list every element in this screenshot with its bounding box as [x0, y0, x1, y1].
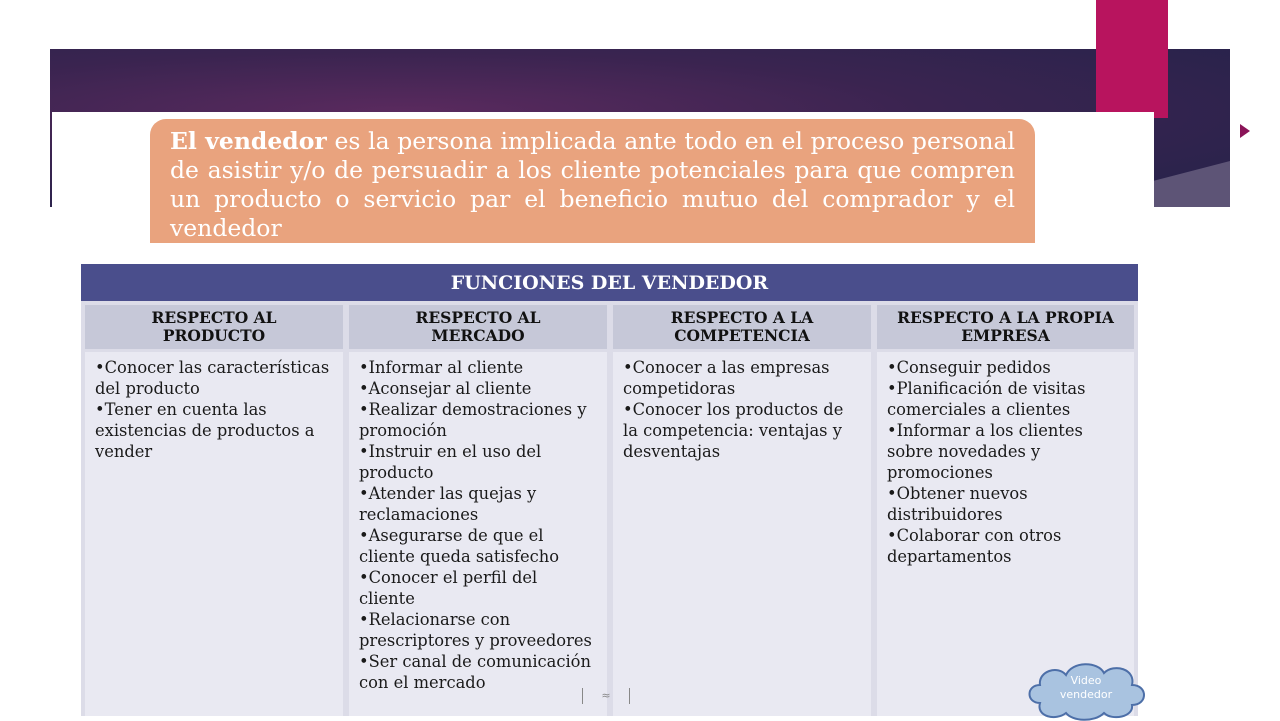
- column-body-competencia: [613, 352, 871, 716]
- list-item: •Informar al cliente: [359, 358, 524, 377]
- list-item: •Aconsejar al cliente: [359, 379, 532, 398]
- definition-text: es la persona implicada ante todo en el proceso personal de asistir y/o de persuadir a los cliente potenciales para que compren un producto o servicio par el beneficio mutuo del comprador y el vendedor: [170, 127, 1015, 242]
- list-item: •Conseguir pedidos: [887, 358, 1051, 377]
- column-header-line: PRODUCTO: [162, 326, 266, 345]
- list-item: •Obtener nuevos distribuidores: [887, 484, 1028, 524]
- column-header-line: MERCADO: [431, 326, 525, 345]
- list-item: •Conocer a las empresas competidoras: [623, 358, 830, 398]
- accent-bar: [1096, 0, 1168, 118]
- list-item: •Realizar demostraciones y promoción: [359, 400, 587, 440]
- column-header-mercado: [349, 305, 607, 349]
- list-item: •Conocer los productos de la competencia: ventajas y desventajas: [623, 400, 844, 461]
- video-link-line: Video: [1070, 674, 1102, 687]
- list-item: •Instruir en el uso del producto: [359, 442, 542, 482]
- functions-table: [81, 264, 1138, 716]
- list-item: •Relacionarse con prescriptores y proveedores: [359, 610, 592, 650]
- scroll-handle[interactable]: ≈: [582, 688, 630, 704]
- definition-box: [150, 119, 1035, 243]
- list-item: •Informar a los clientes sobre novedades y promociones: [887, 421, 1083, 482]
- list-item: •Colaborar con otros departamentos: [887, 526, 1062, 566]
- list-item: •Ser canal de comunicación con el mercado: [359, 652, 591, 692]
- list-item: •Conocer las características del producto: [95, 358, 330, 398]
- column-header-line: COMPETENCIA: [674, 326, 810, 345]
- column-header-empresa: [877, 305, 1134, 349]
- definition-term: El vendedor: [170, 127, 327, 155]
- column-header-line: RESPECTO AL: [151, 308, 277, 327]
- list-item: •Asegurarse de que el cliente queda satisfecho: [359, 526, 560, 566]
- column-header-line: RESPECTO AL: [415, 308, 541, 327]
- video-link-line: vendedor: [1059, 688, 1113, 701]
- video-link-label[interactable]: [1030, 674, 1142, 702]
- table-title: FUNCIONES DEL VENDEDOR: [81, 264, 1138, 301]
- list-item: •Tener en cuenta las existencias de productos a vender: [95, 400, 315, 461]
- column-header-competencia: [613, 305, 871, 349]
- column-body-producto: [85, 352, 343, 716]
- column-header-producto: [85, 305, 343, 349]
- column-header-line: EMPRESA: [961, 326, 1050, 345]
- column-header-line: RESPECTO A LA PROPIA: [897, 308, 1114, 327]
- play-arrow-icon: [1240, 124, 1250, 138]
- banner-facet: [1150, 161, 1230, 207]
- column-body-mercado: [349, 352, 607, 716]
- list-item: •Conocer el perfil del cliente: [359, 568, 538, 608]
- column-header-line: RESPECTO A LA: [670, 308, 814, 327]
- list-item: •Atender las quejas y reclamaciones: [359, 484, 537, 524]
- list-item: •Planificación de visitas comerciales a clientes: [887, 379, 1086, 419]
